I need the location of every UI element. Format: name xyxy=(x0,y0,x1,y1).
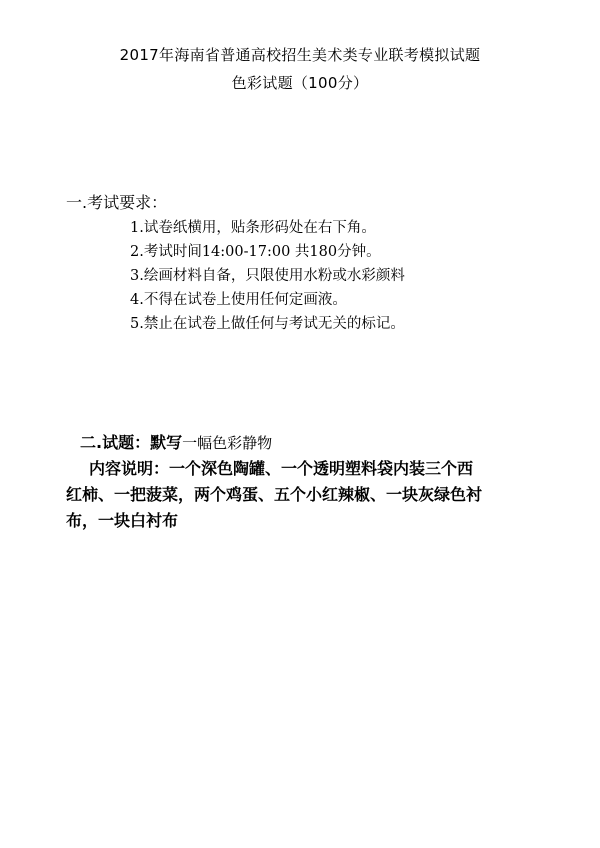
content-line: 布，一块白衬布 xyxy=(66,511,179,530)
question-heading-topic: 一幅色彩静物 xyxy=(182,434,273,452)
requirement-item: 1.试卷纸横用，贴条形码处在右下角。 xyxy=(130,220,376,236)
requirements-list xyxy=(130,216,405,336)
content-line: 内容说明：一个深色陶罐、一个透明塑料袋内装三个西 xyxy=(89,459,474,478)
requirement-item: 4.不得在试卷上使用任何定画液。 xyxy=(130,292,347,308)
question-heading xyxy=(80,430,272,453)
exam-subtitle: 色彩试题（100分） xyxy=(231,74,369,92)
exam-title: 2017年海南省普通高校招生美术类专业联考模拟试题 xyxy=(119,46,481,64)
requirement-item: 5.禁止在试卷上做任何与考试无关的标记。 xyxy=(130,316,405,332)
requirement-item: 3.绘画材料自备，只限使用水粉或水彩颜料 xyxy=(130,268,405,284)
question-content xyxy=(66,456,546,534)
requirements-heading: 一.考试要求： xyxy=(66,193,168,212)
requirement-item: 2.考试时间14:00-17:00 共180分钟。 xyxy=(130,244,381,260)
question-heading-label: 二.试题：默写 xyxy=(80,433,183,452)
content-line: 红柿、一把菠菜，两个鸡蛋、五个小红辣椒、一块灰绿色衬 xyxy=(66,485,483,504)
